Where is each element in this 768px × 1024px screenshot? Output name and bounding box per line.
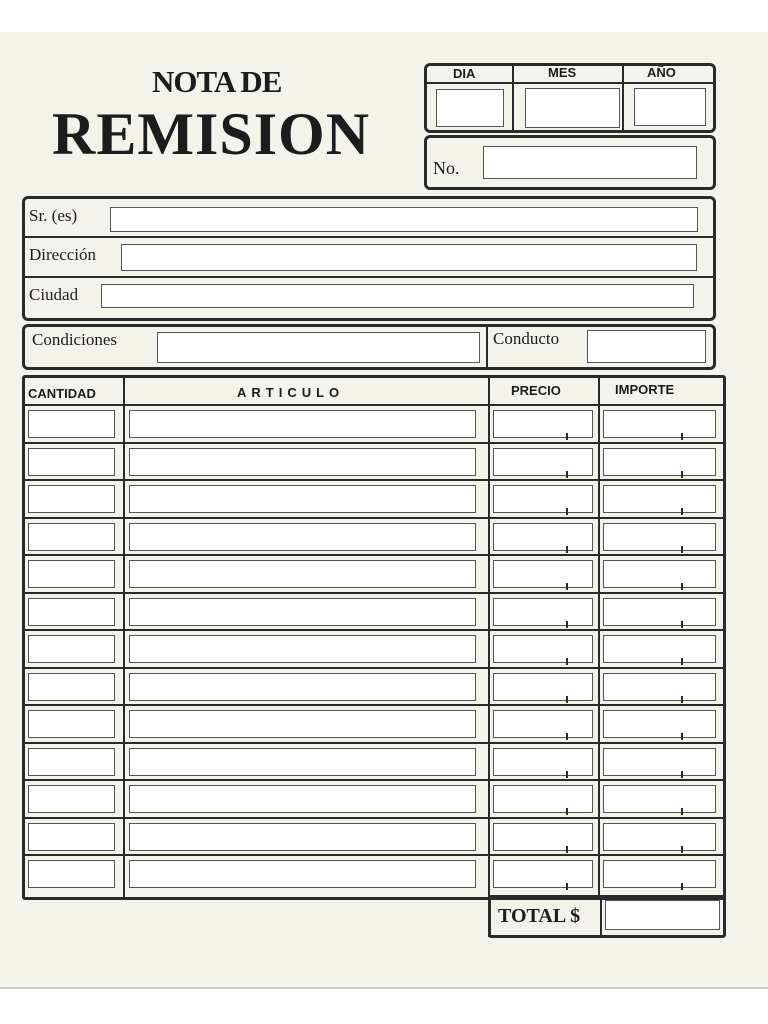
article-field[interactable]: [129, 785, 476, 813]
cents-separator-tick: [566, 808, 568, 815]
cents-separator-tick: [681, 846, 683, 853]
conditions-label: Condiciones: [32, 330, 117, 349]
quantity-field[interactable]: [28, 635, 115, 663]
amount-field[interactable]: [603, 823, 716, 851]
row-divider: [24, 854, 724, 856]
cents-separator-tick: [566, 433, 568, 440]
cents-separator-tick: [566, 658, 568, 665]
amount-field[interactable]: [603, 860, 716, 888]
price-field[interactable]: [493, 748, 593, 776]
col-header-importe: IMPORTE: [615, 382, 675, 397]
amount-field[interactable]: [603, 410, 716, 438]
amount-field[interactable]: [603, 748, 716, 776]
quantity-field[interactable]: [28, 598, 115, 626]
cents-separator-tick: [566, 621, 568, 628]
row-divider: [24, 554, 724, 556]
year-label: AÑO: [647, 65, 676, 80]
name-label: Sr. (es): [29, 206, 78, 225]
amount-field[interactable]: [603, 673, 716, 701]
cents-separator-tick: [566, 733, 568, 740]
row-divider: [24, 442, 724, 444]
col-divider-3: [598, 377, 600, 898]
article-field[interactable]: [129, 448, 476, 476]
terms-divider: [486, 326, 488, 368]
price-field[interactable]: [493, 823, 593, 851]
amount-field[interactable]: [603, 710, 716, 738]
date-divider-2: [622, 65, 624, 131]
row-divider: [24, 479, 724, 481]
article-field[interactable]: [129, 560, 476, 588]
quantity-field[interactable]: [28, 560, 115, 588]
cents-separator-tick: [681, 471, 683, 478]
col-header-articulo: ARTICULO: [237, 385, 345, 400]
price-field[interactable]: [493, 598, 593, 626]
amount-field[interactable]: [603, 598, 716, 626]
city-label: Ciudad: [29, 285, 79, 304]
row-divider: [24, 817, 724, 819]
conditions-field[interactable]: [157, 332, 480, 363]
price-field[interactable]: [493, 673, 593, 701]
amount-field[interactable]: [603, 635, 716, 663]
cents-separator-tick: [681, 433, 683, 440]
article-field[interactable]: [129, 823, 476, 851]
cents-separator-tick: [566, 846, 568, 853]
total-divider: [600, 897, 602, 936]
amount-field[interactable]: [603, 560, 716, 588]
article-field[interactable]: [129, 635, 476, 663]
quantity-field[interactable]: [28, 410, 115, 438]
cents-separator-tick: [681, 696, 683, 703]
price-field[interactable]: [493, 860, 593, 888]
cents-separator-tick: [566, 508, 568, 515]
price-field[interactable]: [493, 410, 593, 438]
cents-separator-tick: [681, 733, 683, 740]
article-field[interactable]: [129, 673, 476, 701]
carrier-label: Conducto: [493, 329, 560, 348]
date-header-divider: [426, 82, 714, 84]
day-label: DIA: [453, 66, 476, 81]
day-field[interactable]: [436, 89, 504, 127]
row-divider: [24, 704, 724, 706]
cents-separator-tick: [681, 771, 683, 778]
cents-separator-tick: [566, 883, 568, 890]
price-field[interactable]: [493, 485, 593, 513]
title-nota-de: NOTA DE: [152, 64, 282, 99]
address-field[interactable]: [121, 244, 697, 271]
cents-separator-tick: [566, 471, 568, 478]
price-field[interactable]: [493, 523, 593, 551]
table-header-divider: [24, 404, 724, 406]
cents-separator-tick: [566, 771, 568, 778]
price-field[interactable]: [493, 448, 593, 476]
col-header-cantidad: CANTIDAD: [28, 386, 96, 401]
article-field[interactable]: [129, 710, 476, 738]
amount-field[interactable]: [603, 785, 716, 813]
quantity-field[interactable]: [28, 448, 115, 476]
col-header-precio: PRECIO: [511, 383, 561, 398]
quantity-field[interactable]: [28, 523, 115, 551]
name-field[interactable]: [110, 207, 698, 232]
article-field[interactable]: [129, 860, 476, 888]
cents-separator-tick: [681, 883, 683, 890]
cents-separator-tick: [681, 583, 683, 590]
address-label: Dirección: [29, 245, 97, 264]
col-divider-2: [488, 377, 490, 937]
row-divider: [24, 742, 724, 744]
col-divider-1: [123, 377, 125, 898]
total-label: TOTAL $: [498, 905, 581, 927]
article-field[interactable]: [129, 523, 476, 551]
cents-separator-tick: [681, 808, 683, 815]
article-field[interactable]: [129, 485, 476, 513]
quantity-field[interactable]: [28, 748, 115, 776]
page-edge: [0, 987, 768, 989]
row-divider: [24, 667, 724, 669]
title-remision: REMISION: [52, 101, 371, 167]
customer-divider-1: [24, 236, 714, 238]
number-field[interactable]: [483, 146, 697, 179]
price-field[interactable]: [493, 710, 593, 738]
city-field[interactable]: [101, 284, 694, 308]
price-field[interactable]: [493, 560, 593, 588]
quantity-field[interactable]: [28, 860, 115, 888]
cents-separator-tick: [681, 658, 683, 665]
quantity-field[interactable]: [28, 785, 115, 813]
row-divider: [24, 779, 724, 781]
year-field[interactable]: [634, 88, 706, 126]
quantity-field[interactable]: [28, 673, 115, 701]
cents-separator-tick: [566, 546, 568, 553]
price-field[interactable]: [493, 785, 593, 813]
month-label: MES: [548, 65, 577, 80]
amount-field[interactable]: [603, 448, 716, 476]
cents-separator-tick: [566, 583, 568, 590]
carrier-field[interactable]: [587, 330, 706, 363]
quantity-field[interactable]: [28, 710, 115, 738]
customer-divider-2: [24, 276, 714, 278]
price-field[interactable]: [493, 635, 593, 663]
amount-field[interactable]: [603, 485, 716, 513]
month-field[interactable]: [525, 88, 620, 128]
article-field[interactable]: [129, 748, 476, 776]
row-divider: [24, 592, 724, 594]
article-field[interactable]: [129, 410, 476, 438]
cents-separator-tick: [681, 508, 683, 515]
row-divider: [24, 629, 724, 631]
row-divider: [24, 517, 724, 519]
cents-separator-tick: [681, 621, 683, 628]
number-label: No.: [433, 158, 460, 178]
total-field[interactable]: [605, 900, 720, 930]
cents-separator-tick: [681, 546, 683, 553]
cents-separator-tick: [566, 696, 568, 703]
quantity-field[interactable]: [28, 823, 115, 851]
date-divider-1: [512, 65, 514, 131]
amount-field[interactable]: [603, 523, 716, 551]
quantity-field[interactable]: [28, 485, 115, 513]
article-field[interactable]: [129, 598, 476, 626]
